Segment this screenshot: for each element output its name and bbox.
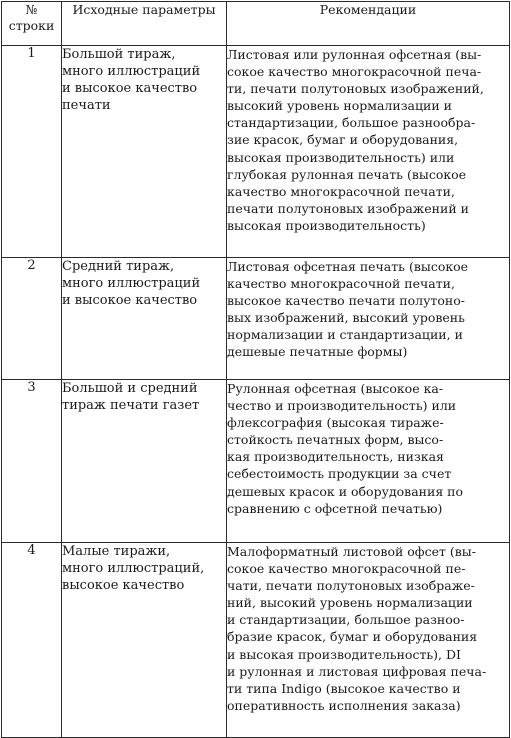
text-line: кая производительность, низкая: [227, 449, 444, 465]
header-num-line: №: [25, 2, 38, 17]
text-line: сокое качество многокрасочной пе-: [227, 561, 466, 577]
text-line: Листовая или рулонная офсетная (вы-: [227, 47, 482, 62]
recommendation-cell: [227, 543, 510, 738]
text-line: флексография (высокая тираже-: [227, 415, 444, 431]
text-line: чество и производительность) или: [227, 398, 457, 414]
text-line: Малые тиражи,: [62, 544, 171, 559]
text-line: глубокая рулонная печать (высокое: [227, 166, 467, 182]
recommendation-cell: [227, 258, 510, 380]
header-num-line: строки: [8, 18, 55, 33]
text-line: зие красок, бумаг и оборудования,: [227, 132, 459, 148]
table-row: [2, 543, 510, 738]
table-row: [2, 46, 510, 258]
text-line: сравнению с офсетной печатью): [227, 500, 443, 516]
text-line: качество многокрасочной печати,: [227, 276, 455, 292]
text-line: высокая производительность): [227, 217, 426, 233]
header-recommendations: Рекомендации: [227, 2, 510, 46]
text-line: много иллюстраций: [62, 276, 201, 291]
text-line: ний, высокий уровень нормализации: [227, 595, 473, 611]
text-line: и высокое качество: [62, 81, 198, 96]
text-line: оперативность исполнения заказа): [227, 697, 461, 713]
text-line: Рулонная офсетная (высокое ка-: [227, 381, 444, 396]
text-line: качество многокрасочной печати,: [227, 183, 455, 199]
text-line: Малоформатный листовой офсет (вы-: [227, 544, 476, 559]
text-line: печати: [62, 98, 111, 113]
recommendations-table: [1, 1, 510, 738]
text-line: ти, печати полутоновых изображений,: [227, 81, 484, 97]
text-line: и рулонная и листовая цифровая печа-: [227, 663, 487, 679]
text-line: Большой и средний: [62, 381, 198, 396]
params-cell: [62, 258, 227, 380]
table-row: [2, 380, 510, 543]
text-line: стандартизации, большое разнообра-: [227, 115, 476, 131]
text-line: тираж печати газет: [62, 398, 200, 413]
recommendation-cell: [227, 46, 510, 258]
text-line: себестоимость продукции за счет: [227, 466, 452, 482]
recommendation-cell: [227, 380, 510, 543]
text-line: много иллюстраций,: [62, 561, 205, 576]
params-cell: [62, 380, 227, 543]
text-line: дешевых красок и оборудования по: [227, 483, 464, 499]
text-line: и высокая производительность), DI: [227, 646, 461, 662]
row-number: 2: [2, 258, 62, 380]
params-cell: [62, 543, 227, 738]
text-line: высокий уровень нормализации и: [227, 98, 452, 114]
text-line: Средний тираж,: [62, 259, 175, 274]
text-line: вых изображений, высокий уровень: [227, 310, 465, 326]
text-line: и стандартизации, большое разноо-: [227, 612, 465, 628]
text-line: стойкость печатных форм, высо-: [227, 432, 444, 448]
text-line: и высокое качество: [62, 293, 198, 308]
text-line: много иллюстраций: [62, 64, 201, 79]
text-line: печати полутоновых изображений и: [227, 200, 469, 216]
params-cell: [62, 46, 227, 258]
header-row-number: [2, 2, 62, 46]
text-line: дешевые печатные формы): [227, 344, 408, 360]
text-line: ти типа Indigo (высокое качество и: [227, 680, 461, 696]
text-line: Большой тираж,: [62, 47, 176, 62]
text-line: высокая производительность) или: [227, 149, 455, 165]
text-line: бразие красок, бумаг и оборудования: [227, 629, 478, 645]
table-row: [2, 258, 510, 380]
row-number: 4: [2, 543, 62, 738]
text-line: сокое качество многокрасочной печа-: [227, 64, 482, 80]
text-line: чати, печати полутоновых изображе-: [227, 578, 475, 594]
text-line: нормализации и стандартизации, и: [227, 327, 463, 343]
text-line: высокое качество печати полутоно-: [227, 293, 465, 309]
text-line: высокое качество: [62, 578, 185, 593]
row-number: 3: [2, 380, 62, 543]
text-line: Листовая офсетная печать (высокое: [227, 259, 469, 274]
row-number: 1: [2, 46, 62, 258]
table-header-row: [2, 2, 510, 46]
header-params: Исходные параметры: [62, 2, 227, 46]
